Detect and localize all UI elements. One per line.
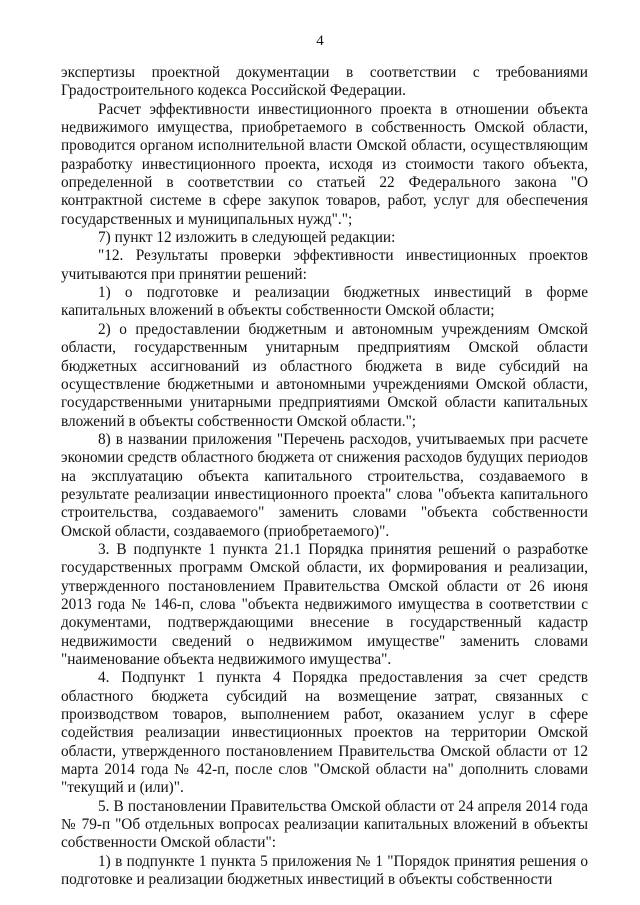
page-number: 4	[316, 33, 324, 49]
paragraph: "12. Результаты проверки эффективности инвестиционных проектов учитываются при принятии решений:	[61, 247, 588, 283]
paragraph: 1) в подпункте 1 пункта 5 приложения № 1 "Порядок принятия решения о подготовке и реализации бюджетных инвестиций в объекты собственности	[61, 852, 588, 889]
paragraph: экспертизы проектной документации в соответствии с требованиями Градостроительного кодекса Российской Федерации.	[61, 64, 588, 100]
paragraph: 7) пункт 12 изложить в следующей редакции:	[98, 229, 396, 247]
paragraph: 2) о предоставлении бюджетным и автономным учреждениям Омской области, государственным унитарным предприятиям Омской области бюджетных ассигнований из областного бюджета в виде субсидий на осуществление бюджетными и автономными учреждениями Омской области, государственными унитарными предприятиями Омской области капитальных вложений в объекты собственности Омской области.";	[61, 320, 588, 430]
paragraph: 1) о подготовке и реализации бюджетных инвестиций в форме капитальных вложений в объекты собственности Омской области;	[61, 284, 588, 320]
document-body	[61, 64, 588, 889]
paragraph: 3. В подпункте 1 пункта 21.1 Порядка принятия решений о разработке государственных программ Омской области, их формирования и реализации, утвержденного постановлением Правительства Омской области от 26 июня 2013 года № 146-п, слова "объекта недвижимого имущества в соответствии с документами, подтверждающими внесение в государственный кадастр недвижимости сведений о недвижимом имуществе" заменить словами "наименование объекта недвижимого имущества".	[61, 540, 588, 668]
paragraph: 4. Подпункт 1 пункта 4 Порядка предоставления за счет средств областного бюджета субсидий на возмещение затрат, связанных с производством товаров, выполнением работ, оказанием услуг в сфере содействия реализации инвестиционных проектов на территории Омской области, утвержденного постановлением Правительства Омской области от 12 марта 2014 года № 42-п, после слов "Омской области на" дополнить словами "текущий и (или)".	[61, 669, 588, 797]
paragraph: 8) в названии приложения "Перечень расходов, учитываемых при расчете экономии средств областного бюджета от снижения расходов будущих периодов на эксплуатацию объекта капитального строительства, создаваемого в результате реализации инвестиционного проекта" слова "объекта капитального строительства, создаваемого" заменить словами "объекта собственности Омской области, создаваемого (приобретаемого)".	[61, 430, 588, 540]
paragraph: Расчет эффективности инвестиционного проекта в отношении объекта недвижимого имущества, приобретаемого в собственность Омской области, проводится органом исполнительной власти Омской области, осуществляющим разработку инвестиционного проекта, исходя из стоимости такого объекта, определенной в соответствии со статьей 22 Федерального закона "О контрактной системе в сфере закупок товаров, работ, услуг для обеспечения государственных и муниципальных нужд".";	[61, 100, 588, 228]
paragraph: 5. В постановлении Правительства Омской области от 24 апреля 2014 года № 79-п "Об отдельных вопросах реализации капитальных вложений в объекты собственности Омской области":	[61, 797, 588, 852]
